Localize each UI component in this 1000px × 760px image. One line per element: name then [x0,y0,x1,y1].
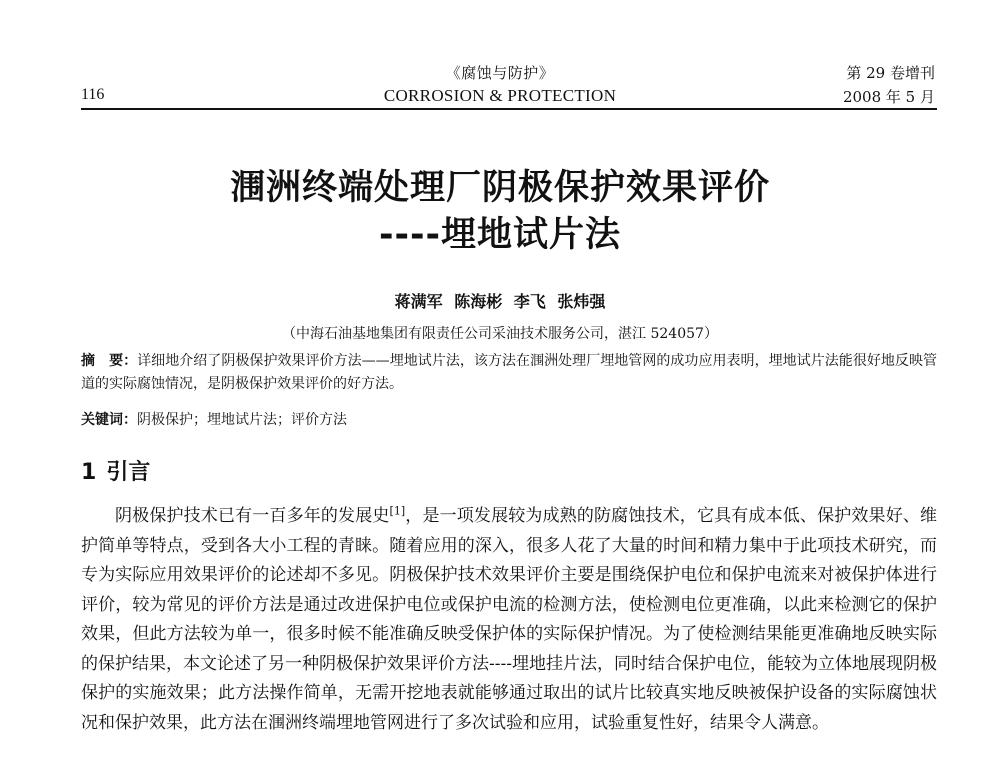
abstract-text: 详细地介绍了阴极保护效果评价方法——埋地试片法，该方法在涠洲处理厂埋地管网的成功应用表明，埋地试片法能很好地反映管道的实际腐蚀情况，是阴极保护效果评价的好方法。 [81,353,938,392]
paragraph-text-part1: 阴极保护技术已有一百多年的发展史 [115,506,390,526]
author-list: 蒋满军 陈海彬 李飞 张炜强 [394,292,606,311]
author-affiliation: （中海石油基地集团有限责任公司采油技术服务公司，湛江 524057） [282,326,718,342]
section-title: 引言 [106,460,151,485]
keywords-label: 关键词： [81,412,137,428]
keywords-text: 阴极保护；埋地试片法；评价方法 [137,412,347,428]
journal-name-en: CORROSION & PROTECTION [383,86,617,105]
paragraph-text-part2: ，是一项发展较为成熟的防腐蚀技术，它具有成本低、保护效果好、维护简单等特点，受到各大小工程的青睐。随着应用的深入，很多人花了大量的时间和精力集中于此项技术研究，而专为实际应用效果评价的论述却不多见。阴极保护技术效果评价主要是围绕保护电位和保护电流来对被保护体进行评价，较为常见的评价方法是通过改进保护电位或保护电流的检测方法，使检测电位更准确，以此来检测它的保护效果，但此方法较为单一，很多时候不能准确反映受保护体的实际保护情况。为了使检测结果能更准确地反映实际的保护结果，本文论述了另一种阴极保护效果评价方法----埋地挂片法，同时结合保护电位，能较为立体地展现阴极保护的实施效果；此方法操作简单，无需开挖地表就能够通过取出的试片比较真实地反映被保护设备的实际腐蚀状况和保护效果，此方法在涠洲终端埋地管网进行了多次试验和应用，试验重复性好，结果令人满意。 [81,506,938,733]
page-number: 116 [81,86,105,103]
paper-title-line1: 涠洲终端处理厂阴极保护效果评价 [229,168,770,208]
journal-name-cn: 《腐蚀与防护》 [445,64,555,82]
body-paragraph [81,502,937,738]
volume-label: 第 29 卷增刊 [846,64,935,82]
section-number: 1 [81,460,97,485]
header-divider [81,108,937,110]
section-heading [81,455,150,486]
citation-marker: [1] [389,504,406,518]
keywords [81,409,937,432]
abstract-label: 摘 要： [81,353,138,369]
issue-date: 2008 年 5 月 [842,88,935,106]
abstract [81,350,937,396]
paper-title-line2: ----埋地试片法 [378,215,622,255]
